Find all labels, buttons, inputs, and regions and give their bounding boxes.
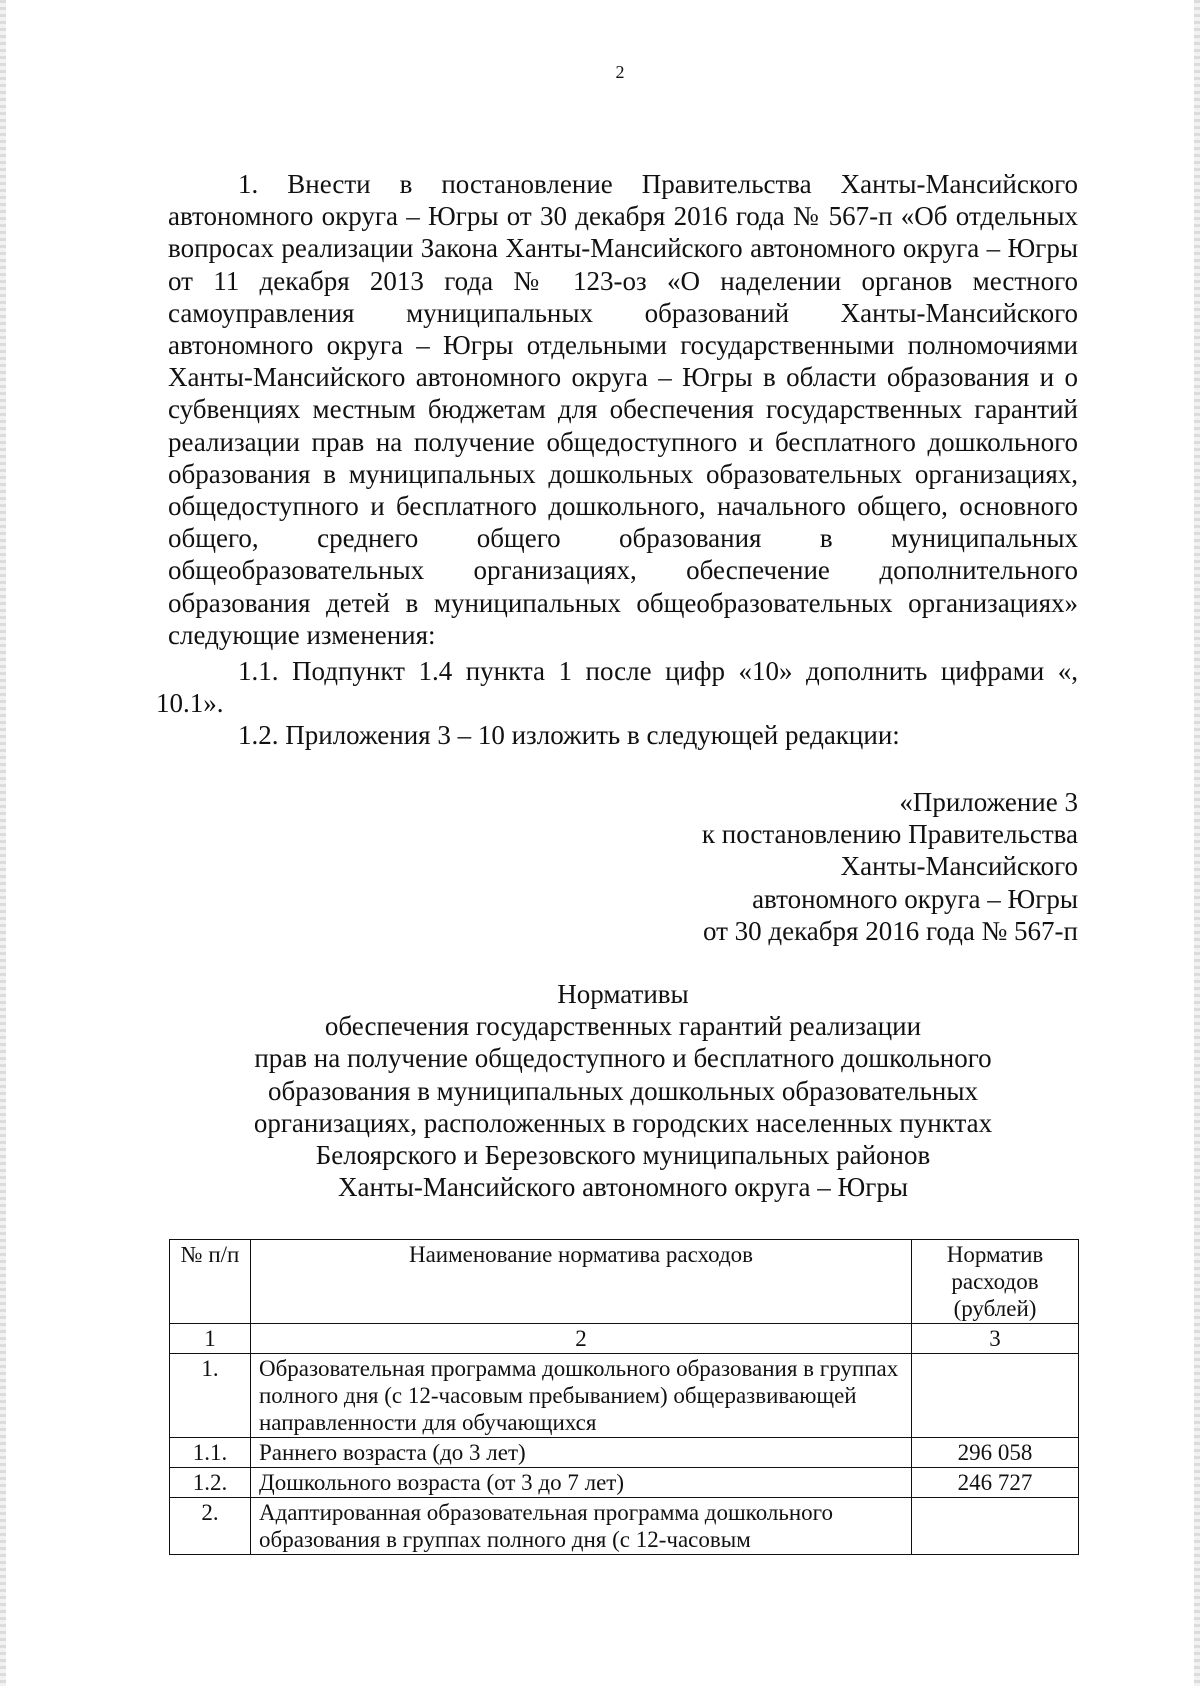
paragraph-1-1: 1.1. Подпункт 1.4 пункта 1 после цифр «10» дополнить цифрами «, 10.1». bbox=[156, 656, 1078, 719]
table-numbering-row bbox=[170, 1324, 1079, 1354]
title-line: образования в муниципальных дошкольных образовательных bbox=[268, 1075, 978, 1106]
table-row bbox=[170, 1438, 1079, 1468]
row-value bbox=[912, 1354, 1079, 1438]
document-title bbox=[168, 978, 1078, 1203]
appendix-line: автономного округа – Югры bbox=[752, 883, 1078, 914]
title-line: обеспечения государственных гарантий реализации bbox=[324, 1011, 922, 1042]
row-value: 246 727 bbox=[912, 1468, 1079, 1498]
title-line: Белоярского и Березовского муниципальных районов bbox=[315, 1140, 931, 1171]
row-number: 1. bbox=[170, 1354, 251, 1438]
row-value: 296 058 bbox=[912, 1438, 1079, 1468]
numbering-cell: 1 bbox=[170, 1324, 251, 1354]
paragraph-1: 1. Внести в постановление Правительства Ханты-Мансийского автономного округа – Югры от 30 декабря 2016 года № 567-п «Об отдельных вопросах реализации Закона Ханты-Мансийского автономного округа – Югры от 11 декабря 2013 года № 123-оз «О наделении органов местного самоуправления муниципальных образований Ханты-Мансийского автономного округа – Югры отдельными государственными полномочиями Ханты-Мансийского автономного округа – Югры в области образования и о субвенциях местным бюджетам для обеспечения государственных гарантий реализации прав на получение общедоступного и бесплатного дошкольного образования в муниципальных дошкольных образовательных организациях, общедоступного и бесплатного дошкольного, начального общего, основного общего, среднего общего образования в муниципальных общеобразовательных организациях, обеспечение дополнительного образования детей в муниципальных общеобразовательных организациях» следующие изменения: bbox=[168, 169, 1078, 650]
title-line: организациях, расположенных в городских населенных пунктах bbox=[253, 1107, 993, 1138]
header-name: Наименование норматива расходов bbox=[251, 1240, 912, 1324]
numbering-cell: 3 bbox=[912, 1324, 1079, 1354]
scan-left-edge bbox=[0, 0, 6, 1686]
table-header-row bbox=[170, 1240, 1079, 1324]
title-line: прав на получение общедоступного и бесплатного дошкольного bbox=[254, 1043, 992, 1074]
header-value: Норматив расходов (рублей) bbox=[912, 1240, 1079, 1324]
page-number: 2 bbox=[615, 62, 625, 82]
title-line: Нормативы bbox=[557, 979, 689, 1009]
title-line: Ханты-Мансийского автономного округа – Югры bbox=[338, 1172, 908, 1203]
appendix-line: Ханты-Мансийского bbox=[840, 851, 1078, 882]
table-row bbox=[170, 1498, 1079, 1555]
row-name: Раннего возраста (до 3 лет) bbox=[251, 1438, 912, 1468]
appendix-line: от 30 декабря 2016 года № 567-п bbox=[702, 915, 1078, 946]
appendix-reference bbox=[600, 786, 1078, 947]
header-number: № п/п bbox=[170, 1240, 251, 1324]
table-row bbox=[170, 1354, 1079, 1438]
paragraph-1-2: 1.2. Приложения 3 – 10 изложить в следующей редакции: bbox=[238, 720, 900, 750]
row-name: Адаптированная образовательная программа дошкольного образования в группах полного дня (с 12-часовым bbox=[251, 1498, 912, 1555]
row-number: 1.1. bbox=[170, 1438, 251, 1468]
row-value bbox=[912, 1498, 1079, 1555]
row-number: 1.2. bbox=[170, 1468, 251, 1498]
appendix-line: «Приложение 3 bbox=[899, 787, 1078, 817]
table-row bbox=[170, 1468, 1079, 1498]
row-number: 2. bbox=[170, 1498, 251, 1555]
row-name: Дошкольного возраста (от 3 до 7 лет) bbox=[251, 1468, 912, 1498]
row-name: Образовательная программа дошкольного образования в группах полного дня (с 12-часовым пребыванием) общеразвивающей направленности для обучающихся bbox=[251, 1354, 912, 1438]
appendix-line: к постановлению Правительства bbox=[701, 819, 1078, 850]
numbering-cell: 2 bbox=[251, 1324, 912, 1354]
scan-right-edge bbox=[1194, 0, 1200, 1686]
norms-table bbox=[169, 1239, 1079, 1555]
